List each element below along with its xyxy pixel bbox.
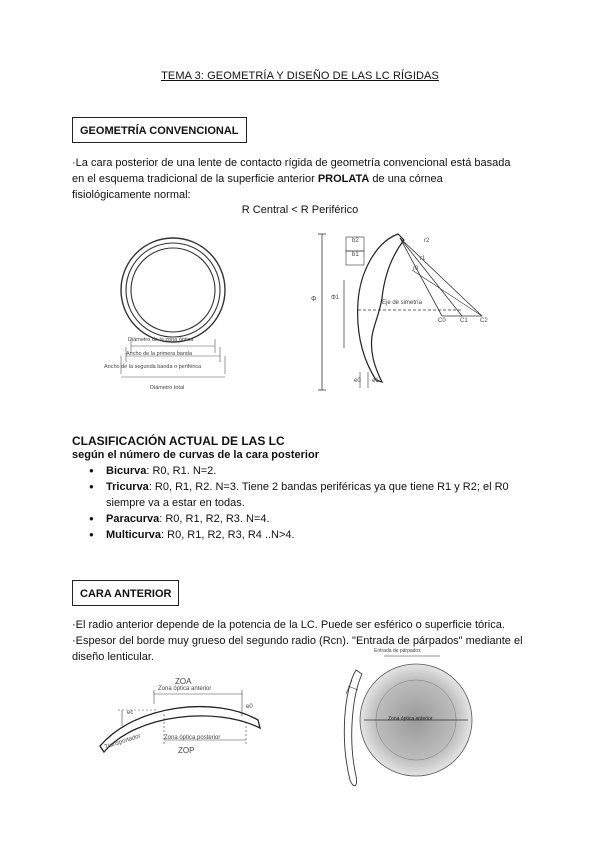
list-item [72, 479, 542, 511]
zop-label: ZOP [178, 746, 195, 755]
para-text: de una córnea [369, 173, 443, 185]
list-item [72, 511, 542, 527]
section-heading-cara-anterior: CARA ANTERIOR [72, 580, 179, 606]
item-text: : R0, R1, R2, R3, R4 ..N>4. [161, 529, 295, 541]
radius-formula: R Central < R Periférico [241, 204, 359, 216]
zoa-label: ZOA [175, 677, 192, 686]
lid-entry-label: Entrada de párpados [374, 648, 421, 654]
section-heading-geometria: GEOMETRÍA CONVENCIONAL [72, 117, 247, 143]
item-text: : R0, R1, R2. N=3. Tiene 2 bandas periféricas ya que tiene R1 y R2; el R0 siempre va a estar en todas. [106, 481, 509, 509]
carrier-label: Transportador [103, 733, 142, 751]
zoa-text-label: Zona óptica anterior [158, 686, 212, 692]
inner-circle [131, 248, 215, 332]
r2-label: r2 [424, 238, 430, 244]
para-bold-prolata: PROLATA [317, 173, 370, 185]
total-diameter-label: Diámetro total [150, 385, 185, 391]
lens-profile [358, 234, 404, 382]
symmetry-axis-label: Eje de simetría [382, 300, 423, 306]
lid-entry-figure [328, 650, 478, 800]
lid-profile [344, 670, 362, 786]
c0-label: C0 [438, 318, 446, 324]
item-term: Bicurva [106, 465, 147, 477]
c2-label: C2 [480, 318, 488, 324]
c1-label: C1 [460, 318, 468, 324]
b1-label: b1 [352, 252, 359, 258]
para-line: ·Espesor del borde muy grueso del segundo radio (Rcn). "Entrada de párpados" mediante el [72, 635, 523, 647]
list-item [72, 527, 542, 543]
anterior-optic-zone-label: Zona óptica anterior [388, 716, 433, 722]
first-band-label: Ancho de la primera banda [126, 351, 193, 357]
item-term: Tricurva [106, 481, 149, 493]
r1-label: r1 [420, 256, 426, 262]
phi-label: Φ [311, 296, 317, 303]
middle-circle [126, 243, 220, 337]
second-band-label: Ancho de la segunda banda o periférica [104, 364, 202, 370]
e1-label: e1 [372, 378, 379, 384]
classification-heading: CLASIFICACIÓN ACTUAL DE LAS LC [72, 434, 285, 448]
geometry-paragraph [72, 155, 542, 203]
classification-subheading: según el número de curvas de la cara posterior [72, 449, 319, 461]
item-term: Paracurva [106, 513, 160, 525]
para-text: en el esquema tradicional de la superficie anterior [72, 173, 318, 185]
para-line: diseño lenticular. [72, 651, 154, 663]
phi1-label: Φ1 [331, 295, 340, 301]
para-line: ·La cara posterior de una lente de contacto rígida de geometría convencional está basada [72, 157, 511, 169]
page-title: TEMA 3: GEOMETRÍA Y DISEÑO DE LAS LC RÍGIDAS [161, 70, 439, 82]
optic-zone-label: Diámetro de la zona óptica [128, 337, 194, 343]
para-line: ·El radio anterior depende de la potencia de la LC. Puede ser esférico o superficie tórica. [72, 619, 505, 631]
item-text: : R0, R1, R2, R3. N=4. [159, 513, 270, 525]
item-text: : R0, R1. N=2. [146, 465, 217, 477]
radii-profile-figure [316, 232, 496, 392]
list-item [72, 463, 542, 479]
lens-zones-figure [98, 228, 248, 398]
b2-label: b2 [352, 238, 359, 244]
item-term: Multicurva [106, 529, 162, 541]
curve-classification-list [72, 463, 542, 543]
zop-text-label: Zona óptica posterior [164, 735, 221, 741]
e0-label: e0 [354, 378, 361, 384]
outer-circle [121, 238, 225, 342]
para-line [72, 171, 542, 187]
para-line: fisiológicamente normal: [72, 189, 191, 201]
e0-label-2: e0 [246, 704, 253, 710]
r0-label: r0 [413, 266, 419, 272]
ec-label: ec [127, 710, 134, 716]
